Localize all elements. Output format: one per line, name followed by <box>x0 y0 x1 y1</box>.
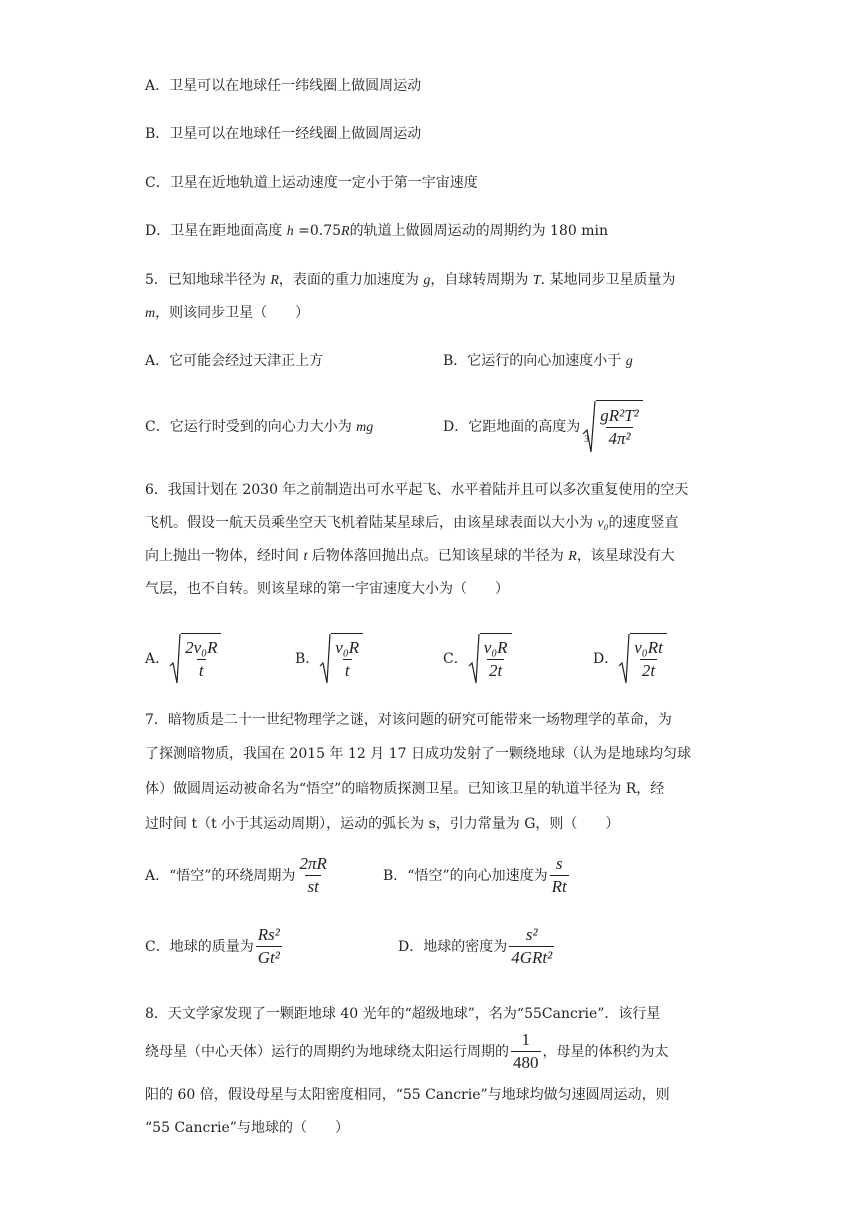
q5-option-d <box>443 400 643 454</box>
q5-text: ，则该同步卫星（ ） <box>155 305 310 321</box>
q6-text: 向上抛出一物体，经时间 <box>145 548 304 564</box>
q8-text: ，母星的体积约为太 <box>542 1043 669 1060</box>
q5-text: ，自球转周期为 <box>430 272 533 288</box>
q7-a-fraction <box>297 854 328 897</box>
q7-d-fraction <box>509 925 554 968</box>
q6-option-label: C． <box>443 651 468 667</box>
fraction-denominator: 4π² <box>608 429 631 448</box>
fraction-numerator: Rs² <box>257 925 280 944</box>
q6-text: 飞机。假设一航天员乘坐空天飞机着陆某星球后，由该星球表面以大小为 <box>145 515 598 531</box>
q6-text: 的速度竖直 <box>608 515 679 531</box>
radical-sign-icon <box>169 633 181 685</box>
radical-sign-icon <box>468 633 480 685</box>
q5-var-t: T <box>532 273 541 288</box>
fraction-denominator: Gt² <box>257 948 280 967</box>
fraction-denominator: t <box>198 661 204 680</box>
q6-stem-line2 <box>145 513 679 534</box>
fraction-numerator: 2πR <box>299 854 327 873</box>
q4-d-post: 的轨道上做圆周运动的周期约为 180 min <box>349 223 609 239</box>
q8-text: 绕母星（中心天体）运行的周期约为地球绕太阳运行周期的 <box>145 1043 509 1060</box>
q5-stem-line2 <box>145 303 309 324</box>
q8-stem-line4: “55 Cancrie”与地球的（ ） <box>145 1120 349 1136</box>
q7-option-b <box>383 854 571 897</box>
fraction-numerator: 2v₀R <box>185 638 218 657</box>
q4-d-h: h <box>286 224 294 239</box>
q5-text: . 某地同步卫星质量为 <box>540 272 676 288</box>
q5-d-text: D．它距地面的高度为 <box>443 419 581 435</box>
fraction-numerator: s² <box>525 925 538 944</box>
q4-option-b: B．卫星可以在地球任一经线圈上做圆周运动 <box>145 126 422 142</box>
q7-option-c <box>145 925 284 968</box>
fraction-denominator: 2t <box>489 661 503 680</box>
q5-var-m: m <box>145 306 156 321</box>
q6-var-t: t <box>303 549 308 564</box>
q6-var-r: R <box>568 549 577 564</box>
fraction-numerator: v₀Rt <box>634 638 663 657</box>
q6-text: ，该星球没有大 <box>576 548 675 564</box>
q7-d-text: D．地球的密度为 <box>398 938 508 955</box>
fraction-denominator: 480 <box>513 1053 539 1072</box>
q6-text: 后物体落回抛出点。已知该星球的半径为 <box>307 548 569 564</box>
q8-stem-line2 <box>145 1030 669 1073</box>
fraction-numerator: gR²T² <box>600 406 639 425</box>
fraction-numerator: v₀R <box>483 638 508 657</box>
q4-option-c: C．卫星在近地轨道上运动速度一定小于第一宇宙速度 <box>145 175 478 191</box>
q6-option-a <box>145 633 221 685</box>
fraction-denominator: st <box>307 877 319 896</box>
q5-b-text: B．它运行的向心加速度小于 <box>443 353 626 369</box>
q4-d-r: R <box>341 224 350 239</box>
q6-option-d <box>593 633 667 685</box>
q7-c-text: C．地球的质量为 <box>145 938 254 955</box>
q6-stem-line4: 气层，也不自转。则该星球的第一宇宙速度大小为（ ） <box>145 581 509 597</box>
radical-sign-icon <box>618 633 630 685</box>
q5-option-a: A．它可能会经过天津正上方 <box>145 353 324 369</box>
fraction-numerator: 1 <box>521 1030 530 1049</box>
q5-c-mg: mg <box>356 420 374 435</box>
q4-d-mid: =0.75 <box>293 223 342 239</box>
q8-stem-line1: 8．天文学家发现了一颗距地球 40 光年的“超级地球”，名为“55Cancrie”．该行星 <box>145 1006 661 1022</box>
fraction-numerator: s <box>555 854 563 873</box>
q7-option-a <box>145 854 331 897</box>
q7-b-fraction <box>550 854 569 897</box>
q5-stem-line1 <box>145 270 676 291</box>
q6-option-sqrt <box>468 633 512 685</box>
root-index: 3 <box>584 434 589 444</box>
q4-d-prefix: D．卫星在距地面高度 <box>145 223 283 239</box>
q5-b-g: g <box>625 354 633 369</box>
q6-option-label: B． <box>295 651 320 667</box>
q7-b-text: B．“悟空”的向心加速度为 <box>383 867 548 884</box>
q5-var-r: R <box>270 273 279 288</box>
q5-var-g: g <box>423 273 431 288</box>
fraction-denominator: t <box>344 661 350 680</box>
q7-stem-line2: 了探测暗物质，我国在 2015 年 12 月 17 日成功发射了一颗绕地球（认为是地球均匀球 <box>145 746 691 762</box>
q7-c-fraction <box>256 925 282 968</box>
q6-option-b <box>295 633 363 685</box>
q6-stem-line1: 6．我国计划在 2030 年之前制造出可水平起飞、水平着陆并且可以多次重复使用的空天 <box>145 482 689 498</box>
q5-option-b <box>443 351 633 372</box>
q6-option-label: A． <box>145 651 170 667</box>
q5-d-cube-root <box>582 400 643 454</box>
q5-text: 5．已知地球半径为 <box>145 272 271 288</box>
q4-option-d <box>145 221 608 242</box>
q7-stem-line1: 7．暗物质是二十一世纪物理学之谜，对该问题的研究可能带来一场物理学的革命，为 <box>145 712 672 728</box>
q7-option-d <box>398 925 556 968</box>
fraction-denominator: 2t <box>641 661 656 680</box>
q7-stem-line4: 过时间 t（t 小于其运动周期），运动的弧长为 s，引力常量为 G，则（ ） <box>145 816 620 832</box>
q5-text: ，表面的重力加速度为 <box>278 272 424 288</box>
q4-option-a: A．卫星可以在地球任一纬线圈上做圆周运动 <box>145 78 422 94</box>
q6-option-sqrt <box>169 633 221 685</box>
q8-stem-line3: 阳的 60 倍，假设母星与太阳密度相同，“55 Cancrie”与地球均做匀速圆周运动，则 <box>145 1087 670 1103</box>
q6-option-c <box>443 633 512 685</box>
q5-option-c <box>145 417 373 438</box>
fraction-numerator: v₀R <box>335 638 360 657</box>
q7-stem-line3: 体）做圆周运动被命名为“悟空”的暗物质探测卫星。已知该卫星的轨道半径为 R，经 <box>145 781 665 797</box>
q5-c-text: C．它运行时受到的向心力大小为 <box>145 419 357 435</box>
q6-option-sqrt <box>319 633 363 685</box>
radical-sign-icon <box>319 633 331 685</box>
fraction-denominator: Rt <box>551 877 567 896</box>
q8-fraction <box>511 1030 541 1073</box>
q6-var-v0: v₀ <box>597 516 609 531</box>
q7-a-text: A．“悟空”的环绕周期为 <box>145 867 296 884</box>
q6-option-sqrt <box>618 633 667 685</box>
q6-option-label: D． <box>593 651 619 667</box>
q6-stem-line3 <box>145 546 675 567</box>
fraction-denominator: 4GRt² <box>511 948 553 967</box>
